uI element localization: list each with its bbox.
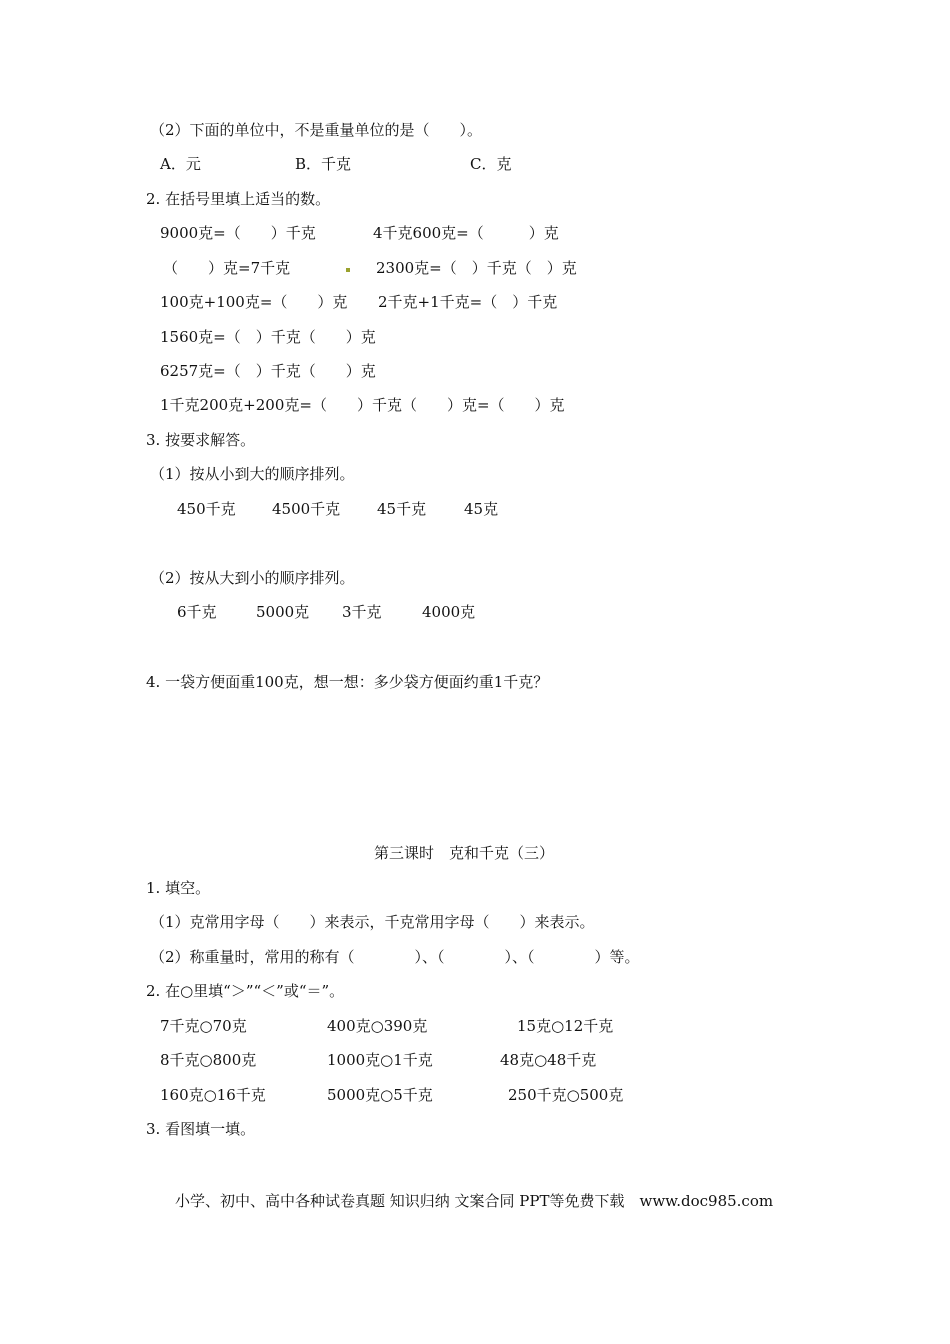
sort-item: 450千克 [177, 500, 236, 518]
compare-item: 160克○16千克 [160, 1086, 266, 1104]
option-a: A．元 [160, 155, 201, 173]
lesson-q1-1: （1）克常用字母（ ）来表示，千克常用字母（ ）来表示。 [150, 913, 595, 931]
compare-item: 48克○48千克 [500, 1051, 597, 1069]
sort-item: 45克 [464, 500, 499, 518]
lesson-title: 第三课时 克和千克（三） [374, 844, 555, 862]
fill-line: 4千克600克=（ ）克 [373, 224, 559, 242]
compare-item: 5000克○5千克 [327, 1086, 433, 1104]
question-4: 4. 一袋方便面重100克，想一想：多少袋方便面约重1千克？ [146, 673, 549, 691]
option-c: C．克 [470, 155, 512, 173]
sort-item: 45千克 [377, 500, 427, 518]
compare-item: 400克○390克 [327, 1017, 428, 1035]
lesson-q2-title: 2. 在○里填“＞”“＜”或“＝”。 [146, 982, 345, 1000]
question-1-2: （2）下面的单位中，不是重量单位的是（ ）。 [150, 121, 483, 139]
question-3-sub2: （2）按从大到小的顺序排列。 [150, 569, 355, 587]
compare-item: 1000克○1千克 [327, 1051, 433, 1069]
speck [346, 268, 350, 272]
sort-item: 4500千克 [272, 500, 341, 518]
sort-item: 6千克 [177, 603, 217, 621]
fill-line: 2300克=（ ）千克（ ）克 [376, 259, 577, 277]
footer: 小学、初中、高中各种试卷真题 知识归纳 文案合同 PPT等免费下载 www.doc985.com [175, 1192, 774, 1210]
compare-item: 8千克○800克 [160, 1051, 257, 1069]
fill-line: 9000克=（ ）千克 [160, 224, 316, 242]
compare-item: 15克○12千克 [517, 1017, 614, 1035]
fill-line: 2千克+1千克=（ ）千克 [378, 293, 558, 311]
fill-line: 100克+100克=（ ）克 [160, 293, 348, 311]
lesson-q1-2: （2）称重量时，常用的称有（ ）、（ ）、（ ）等。 [150, 948, 640, 966]
sort-item: 4000克 [422, 603, 476, 621]
lesson-q1-title: 1. 填空。 [146, 879, 211, 897]
fill-line: 1千克200克+200克=（ ）千克（ ）克=（ ）克 [160, 396, 565, 414]
compare-item: 7千克○70克 [160, 1017, 247, 1035]
fill-line: 1560克=（ ）千克（ ）克 [160, 328, 376, 346]
sort-item: 3千克 [342, 603, 382, 621]
sort-item: 5000克 [256, 603, 310, 621]
question-3-sub1: （1）按从小到大的顺序排列。 [150, 465, 355, 483]
fill-line: （ ）克=7千克 [163, 259, 291, 277]
lesson-q3-title: 3. 看图填一填。 [146, 1120, 256, 1138]
question-2-title: 2. 在括号里填上适当的数。 [146, 190, 331, 208]
question-3-title: 3. 按要求解答。 [146, 431, 256, 449]
option-b: B．千克 [295, 155, 352, 173]
fill-line: 6257克=（ ）千克（ ）克 [160, 362, 376, 380]
compare-item: 250千克○500克 [508, 1086, 624, 1104]
